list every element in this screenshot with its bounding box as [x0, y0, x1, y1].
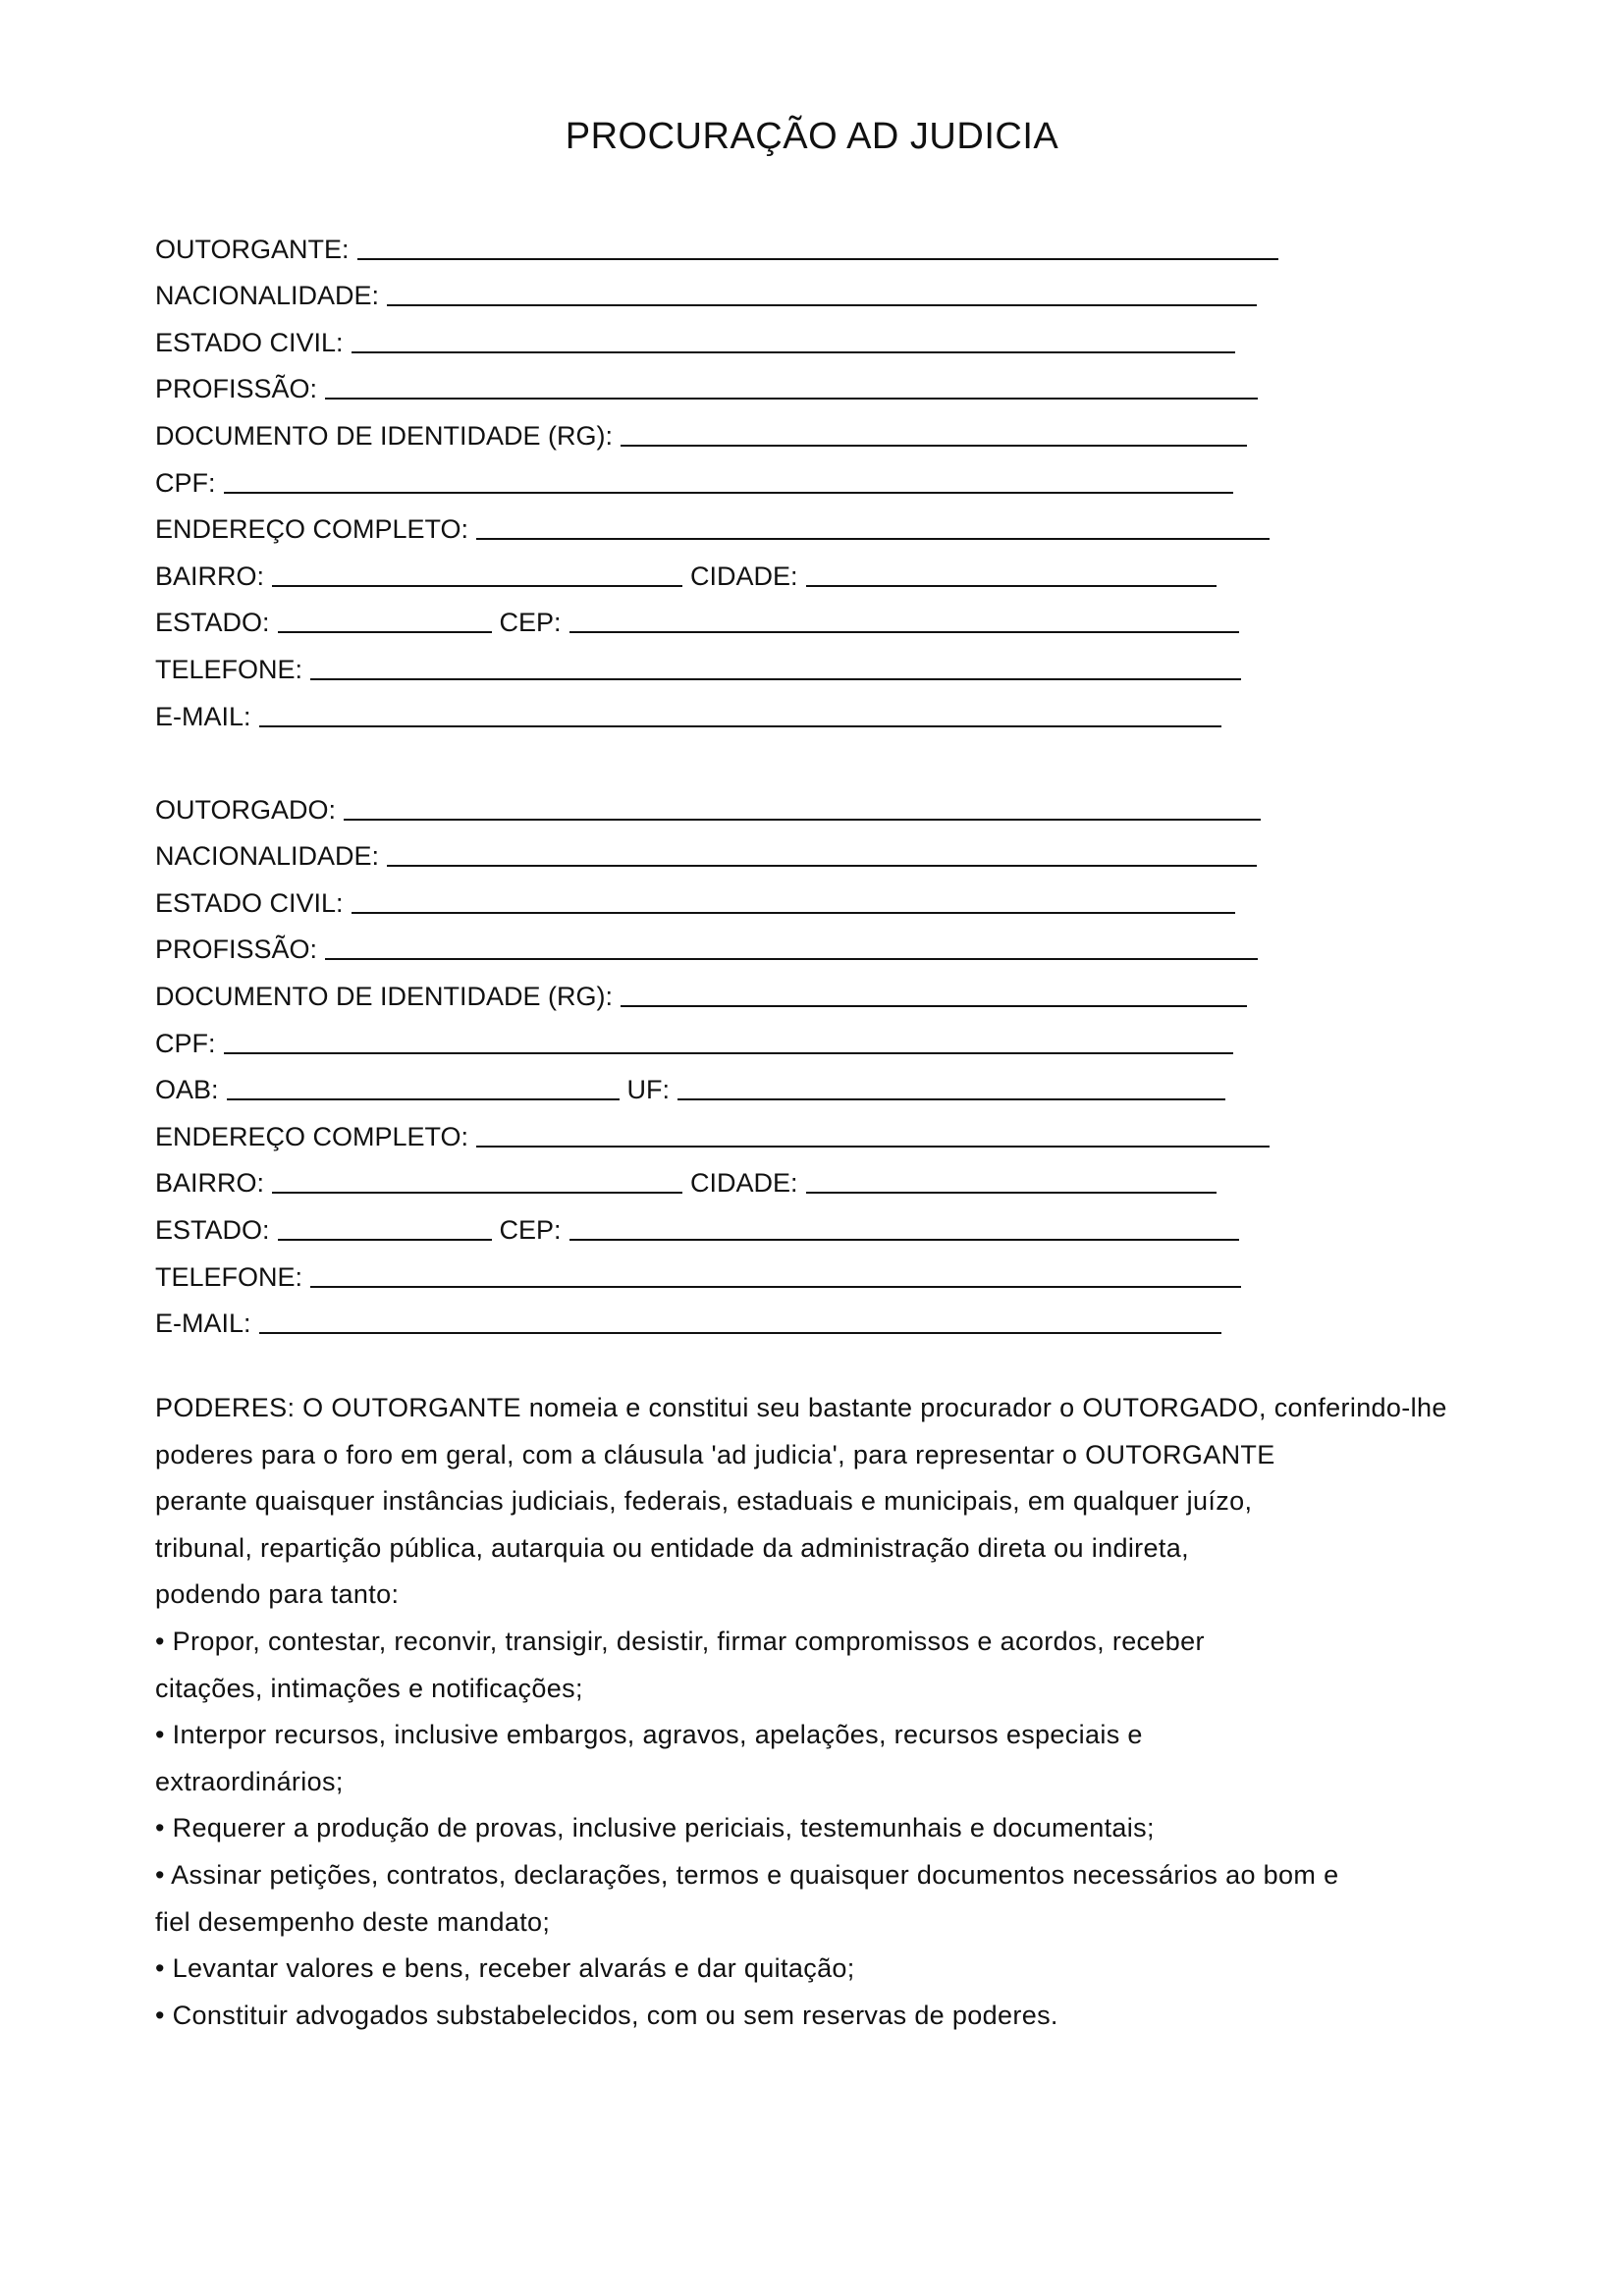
poderes-bullet: • Levantar valores e bens, receber alvarás e dar quitação;	[155, 1953, 855, 1984]
outorgado-oab-uf-row	[155, 1060, 1530, 1107]
profissao-field[interactable]	[325, 933, 1258, 960]
nacionalidade-label: NACIONALIDADE:	[155, 841, 380, 872]
profissao-field[interactable]	[325, 372, 1258, 400]
outorgado-nacionalidade-row	[155, 827, 1530, 874]
poderes-bullet-continuation: fiel desempenho deste mandato;	[155, 1906, 551, 1937]
poderes-line: podendo para tanto:	[155, 1579, 400, 1610]
estado-label: ESTADO:	[155, 608, 270, 638]
outorgado-rg-row	[155, 966, 1530, 1013]
outorgado-section	[155, 779, 1530, 1340]
rg-label: DOCUMENTO DE IDENTIDADE (RG):	[155, 420, 614, 451]
cep-label: CEP:	[499, 1214, 562, 1245]
outorgado-label: OUTORGADO:	[155, 794, 337, 825]
outorgado-telefone-row	[155, 1247, 1530, 1294]
outorgante-name-field[interactable]	[357, 233, 1278, 260]
nacionalidade-field[interactable]	[387, 839, 1257, 867]
estado-field[interactable]	[278, 1213, 492, 1241]
poderes-bullet: • Interpor recursos, inclusive embargos, agravos, apelações, recursos especiais e	[155, 1720, 1143, 1750]
cep-field[interactable]	[569, 606, 1239, 633]
email-field[interactable]	[259, 1307, 1221, 1334]
outorgante-rg-row	[155, 405, 1530, 453]
outorgado-bairro-cidade-row	[155, 1153, 1530, 1201]
poderes-line: perante quaisquer instâncias judiciais, federais, estaduais e municipais, em qualquer juízo,	[155, 1486, 1253, 1517]
endereco-label: ENDEREÇO COMPLETO:	[155, 514, 469, 545]
estado-civil-field[interactable]	[352, 886, 1235, 914]
outorgante-cpf-row	[155, 453, 1530, 500]
estado-civil-label: ESTADO CIVIL:	[155, 327, 344, 357]
outorgante-bairro-cidade-row	[155, 546, 1530, 593]
bairro-label: BAIRRO:	[155, 1168, 265, 1199]
outorgado-estado-civil-row	[155, 873, 1530, 920]
poderes-bullet: • Requerer a produção de provas, inclusive periciais, testemunhais e documentais;	[155, 1813, 1155, 1843]
cidade-field[interactable]	[806, 1166, 1217, 1194]
estado-civil-label: ESTADO CIVIL:	[155, 887, 344, 918]
endereco-field[interactable]	[476, 512, 1270, 540]
outorgado-endereco-row	[155, 1106, 1530, 1153]
cpf-field[interactable]	[224, 466, 1233, 494]
outorgante-section	[155, 219, 1530, 733]
cep-label: CEP:	[499, 608, 562, 638]
cidade-label: CIDADE:	[690, 561, 798, 591]
outorgante-nacionalidade-row	[155, 266, 1530, 313]
cep-field[interactable]	[569, 1213, 1239, 1241]
cpf-label: CPF:	[155, 1028, 216, 1058]
poderes-section	[155, 1385, 1559, 2039]
poderes-bullet-continuation: extraordinários;	[155, 1766, 344, 1796]
outorgante-name-row	[155, 219, 1530, 266]
outorgante-email-row	[155, 686, 1530, 733]
nacionalidade-field[interactable]	[387, 279, 1257, 306]
oab-field[interactable]	[227, 1073, 620, 1100]
estado-field[interactable]	[278, 606, 492, 633]
cpf-label: CPF:	[155, 467, 216, 498]
outorgado-estado-cep-row	[155, 1200, 1530, 1247]
poderes-bullet-continuation: citações, intimações e notificações;	[155, 1673, 583, 1703]
outorgado-cpf-row	[155, 1013, 1530, 1060]
outorgado-name-row	[155, 779, 1530, 827]
telefone-field[interactable]	[310, 1260, 1241, 1288]
profissao-label: PROFISSÃO:	[155, 934, 318, 965]
poderes-bullet: • Constituir advogados substabelecidos, com ou sem reservas de poderes.	[155, 2000, 1058, 2030]
bairro-field[interactable]	[272, 560, 682, 587]
outorgado-name-field[interactable]	[344, 793, 1261, 821]
email-label: E-MAIL:	[155, 701, 251, 731]
outorgante-endereco-row	[155, 500, 1530, 547]
document-title: PROCURAÇÃO AD JUDICIA	[565, 116, 1059, 157]
profissao-label: PROFISSÃO:	[155, 374, 318, 404]
estado-label: ESTADO:	[155, 1214, 270, 1245]
cidade-label: CIDADE:	[690, 1168, 798, 1199]
cidade-field[interactable]	[806, 560, 1217, 587]
uf-field[interactable]	[677, 1073, 1225, 1100]
rg-field[interactable]	[621, 419, 1247, 447]
oab-label: OAB:	[155, 1075, 219, 1105]
endereco-label: ENDEREÇO COMPLETO:	[155, 1121, 469, 1151]
poderes-line: PODERES: O OUTORGANTE nomeia e constitui seu bastante procurador o OUTORGADO, conferindo-lhe	[155, 1393, 1447, 1422]
uf-label: UF:	[626, 1075, 671, 1105]
estado-civil-field[interactable]	[352, 326, 1235, 353]
rg-field[interactable]	[621, 980, 1247, 1007]
poderes-bullet: • Assinar petições, contratos, declarações, termos e quaisquer documentos necessários ao bom e	[155, 1859, 1339, 1890]
telefone-label: TELEFONE:	[155, 654, 303, 684]
outorgante-profissao-row	[155, 359, 1530, 406]
rg-label: DOCUMENTO DE IDENTIDADE (RG):	[155, 981, 614, 1011]
outorgante-estado-cep-row	[155, 593, 1530, 640]
outorgante-telefone-row	[155, 639, 1530, 686]
outorgante-estado-civil-row	[155, 312, 1530, 359]
nacionalidade-label: NACIONALIDADE:	[155, 281, 380, 311]
outorgante-label: OUTORGANTE:	[155, 234, 350, 264]
bairro-label: BAIRRO:	[155, 561, 265, 591]
email-label: E-MAIL:	[155, 1308, 251, 1339]
endereco-field[interactable]	[476, 1120, 1270, 1148]
bairro-field[interactable]	[272, 1166, 682, 1194]
poderes-line: poderes para o foro em geral, com a cláusula 'ad judicia', para representar o OUTORGANTE	[155, 1439, 1275, 1469]
outorgado-email-row	[155, 1294, 1530, 1341]
outorgado-profissao-row	[155, 920, 1530, 967]
poderes-line: tribunal, repartição pública, autarquia ou entidade da administração direta ou indireta,	[155, 1532, 1189, 1563]
email-field[interactable]	[259, 700, 1221, 727]
telefone-field[interactable]	[310, 653, 1241, 680]
cpf-field[interactable]	[224, 1027, 1233, 1054]
telefone-label: TELEFONE:	[155, 1261, 303, 1292]
poderes-bullet: • Propor, contestar, reconvir, transigir, desistir, firmar compromissos e acordos, receber	[155, 1626, 1205, 1656]
